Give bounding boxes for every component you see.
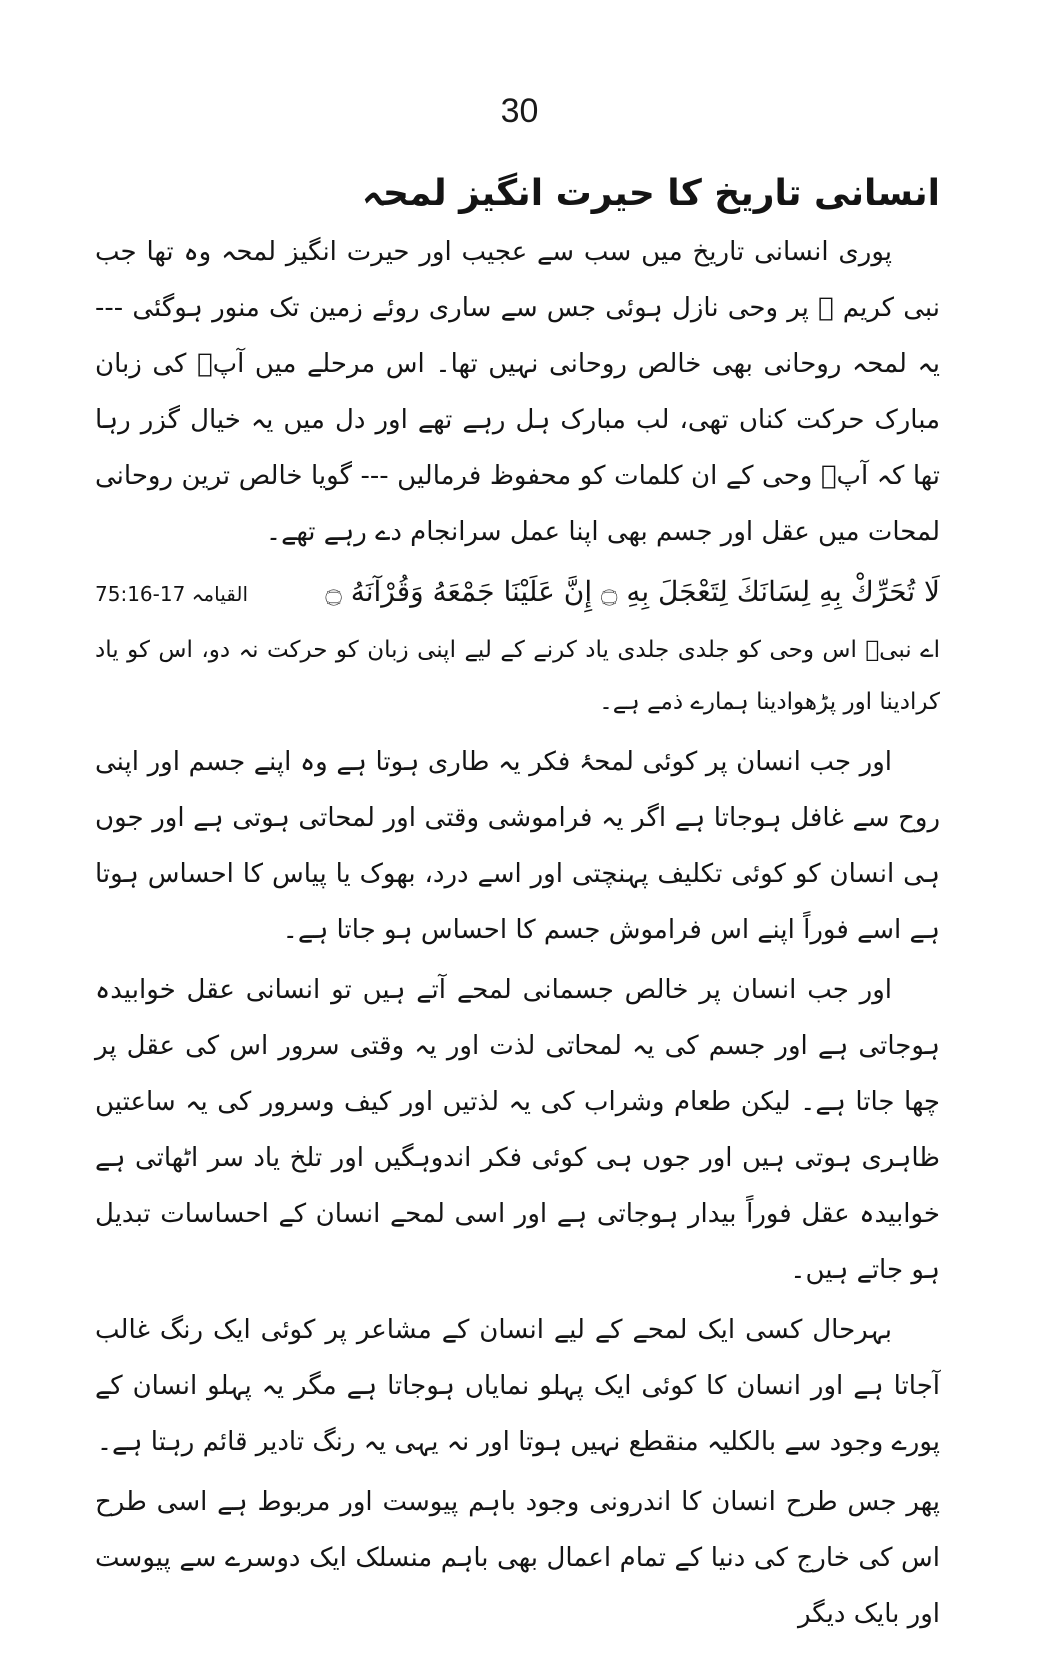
paragraph-5: پھر جس طرح انسان کا اندرونی وجود باہم پیوست اور مربوط ہے اسی طرح اس کی خارج کی دنیا کے تمام اعمال بھی باہم منسلک ایک دوسرے سے پیوست اور بایک دیگر (95, 1487, 940, 1629)
verse-reference: القیامہ 17-75:16 (95, 582, 248, 606)
paragraph-3: اور جب انسان پر خالص جسمانی لمحے آتے ہیں تو انسانی عقل خوابیدہ ہوجاتی ہے اور جسم کی یہ لمحاتی لذت اور یہ وقتی سرور اس کی عقل پر چھا جاتا ہے۔ لیکن طعام وشراب کی یہ لذتیں اور کیف وسرور کی یہ ساعتیں ظاہری ہوتی ہیں اور جوں ہی کوئی فکر اندوہگیں اور تلخ یاد سر اٹھاتی ہے خوابیدہ عقل فوراً بیدار ہوجاتی ہے اور اسی لمحے انسان کے احساسات تبدیل ہو جاتے ہیں۔ (95, 975, 940, 1285)
paragraph-4: بہرحال کسی ایک لمحے کے لیے انسان کے مشاعر پر کوئی ایک رنگ غالب آجاتا ہے اور انسان کا کوئی ایک پہلو نمایاں ہوجاتا ہے مگر یہ پہلو انسان کے پورے وجود سے بالکلیہ منقطع نہیں ہوتا اور نہ یہی یہ رنگ تادیر قائم رہتا ہے۔ (95, 1315, 940, 1457)
paragraph-2: اور جب انسان پر کوئی لمحۂ فکر یہ طاری ہوتا ہے وہ اپنے جسم اور اپنی روح سے غافل ہوجاتا ہے اگر یہ فراموشی وقتی اور لمحاتی ہوتی ہے اور جوں ہی انسان کو کوئی تکلیف پہنچتی اور اسے درد، بھوک یا پیاس کا احساس ہوتا ہے اسے فوراً اپنے اس فراموش جسم کا احساس ہو جاتا ہے۔ (95, 747, 940, 945)
quran-verse: لَا تُحَرِّكْ بِهِ لِسَانَكَ لِتَعْجَلَ بِهِ ۝ إِنَّ عَلَيْنَا جَمْعَهُ وَقُرْآنَهُ ۝ (325, 575, 940, 608)
page-content (95, 168, 940, 1646)
chapter-heading: انسانی تاریخ کا حیرت انگیز لمحہ (361, 173, 940, 214)
verse-translation: اے نبیؐ اس وحی کو جلدی جلدی یاد کرنے کے لیے اپنی زبان کو حرکت نہ دو، اس کو یاد کرادینا اور پڑھوادینا ہمارے ذمے ہے۔ (95, 637, 940, 715)
quran-verse-line (95, 564, 940, 622)
paragraph-1: پوری انسانی تاریخ میں سب سے عجیب اور حیرت انگیز لمحہ وہ تھا جب نبی کریم ﷺ پر وحی نازل ہوئی جس سے ساری روئے زمین تک منور ہوگئی --- یہ لمحہ روحانی بھی خالص روحانی نہیں تھا۔ اس مرحلے میں آپؐ کی زبان مبارک حرکت کناں تھی، لب مبارک ہل رہے تھے اور دل میں یہ خیال گزر رہا تھا کہ آپؐ وحی کے ان کلمات کو محفوظ فرمالیں --- گویا خالص ترین روحانی لمحات میں عقل اور جسم بھی اپنا عمل سرانجام دے رہے تھے۔ (95, 237, 940, 547)
page-number: 30 (500, 92, 539, 130)
